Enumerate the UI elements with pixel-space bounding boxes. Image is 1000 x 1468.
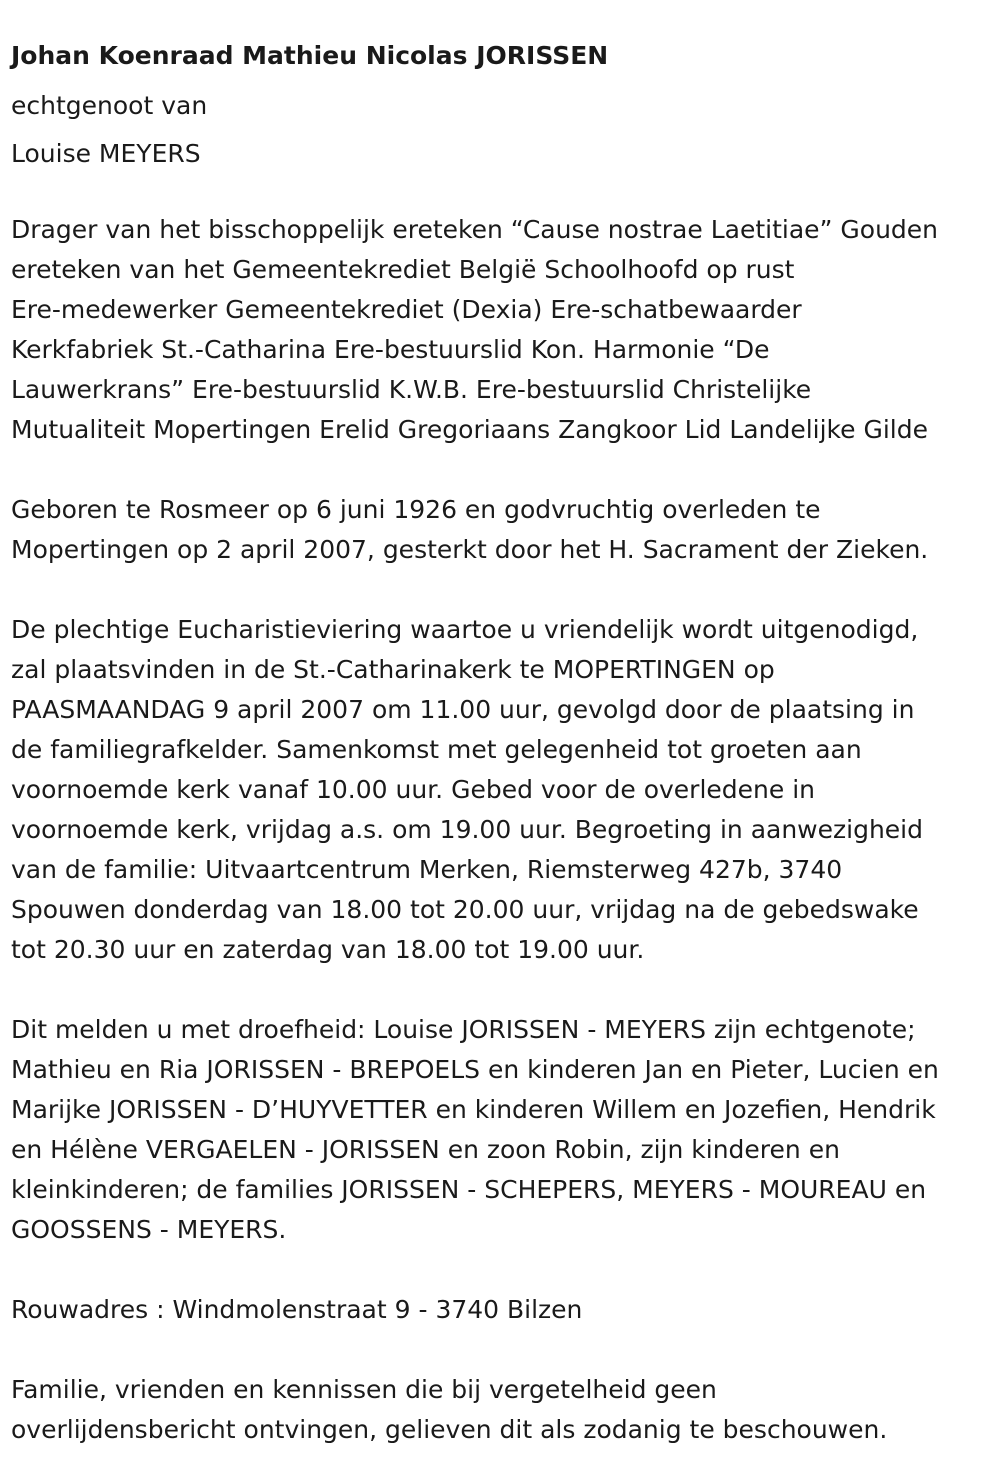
closing-paragraph: Familie, vrienden en kennissen die bij vergetelheid geen overlijdensbericht ontvingen, gelieven dit als zodanig te beschouwen. (11, 1375, 888, 1444)
birth-death-paragraph: Geboren te Rosmeer op 6 juni 1926 en godvruchtig overleden te Mopertingen op 2 april 2007, gesterkt door het H. Sacrament der Zieken. (11, 495, 929, 564)
deceased-name: Johan Koenraad Mathieu Nicolas JORISSEN (11, 41, 609, 70)
family-paragraph: Dit melden u met droefheid: Louise JORISSEN - MEYERS zijn echtgenote; Mathieu en Ria JORISSEN - BREPOELS en kinderen Jan en Pieter, Lucien en Marijke JORISSEN - D’HUYVETTER en kinderen Willem en Jozefien, Hendrik en Hélène VERGAELEN - JORISSEN en zoon Robin, zijn kinderen en kleinkinderen; de families JORISSEN - SCHEPERS, MEYERS - MOUREAU en GOOSSENS - MEYERS. (11, 1015, 939, 1244)
honors-paragraph: Drager van het bisschoppelijk ereteken “Cause nostrae Laetitiae” Gouden ereteken van het Gemeentekrediet België Schoolhoofd op rust Ere-medewerker Gemeentekrediet (Dexia) Ere-schatbewaarder Kerkfabriek St.-Catharina Ere-bestuurslid Kon. Harmonie “De Lauwerkrans” Ere-bestuurslid K.W.B. Ere-bestuurslid Christelijke Mutualiteit Mopertingen Erelid Gregoriaans Zangkoor Lid Landelijke Gilde (11, 215, 939, 444)
ceremony-paragraph: De plechtige Eucharistieviering waartoe u vriendelijk wordt uitgenodigd, zal plaatsvinden in de St.-Catharinakerk te MOPERTINGEN op PAASMAANDAG 9 april 2007 om 11.00 uur, gevolgd door de plaatsing in de familiegrafkelder. Samenkomst met gelegenheid tot groeten aan voornoemde kerk vanaf 10.00 uur. Gebed voor de overledene in voornoemde kerk, vrijdag a.s. om 19.00 uur. Begroeting in aanwezigheid van de familie: Uitvaartcentrum Merken, Riemsterweg 427b, 3740 Spouwen donderdag van 18.00 tot 20.00 uur, vrijdag na de gebedswake tot 20.30 uur en zaterdag van 18.00 tot 19.00 uur. (11, 615, 923, 964)
address-paragraph: Rouwadres : Windmolenstraat 9 - 3740 Bilzen (11, 1295, 583, 1324)
relation-label: echtgenoot van (11, 91, 208, 120)
obituary-notice (11, 30, 991, 1450)
spouse-name: Louise MEYERS (11, 139, 201, 168)
